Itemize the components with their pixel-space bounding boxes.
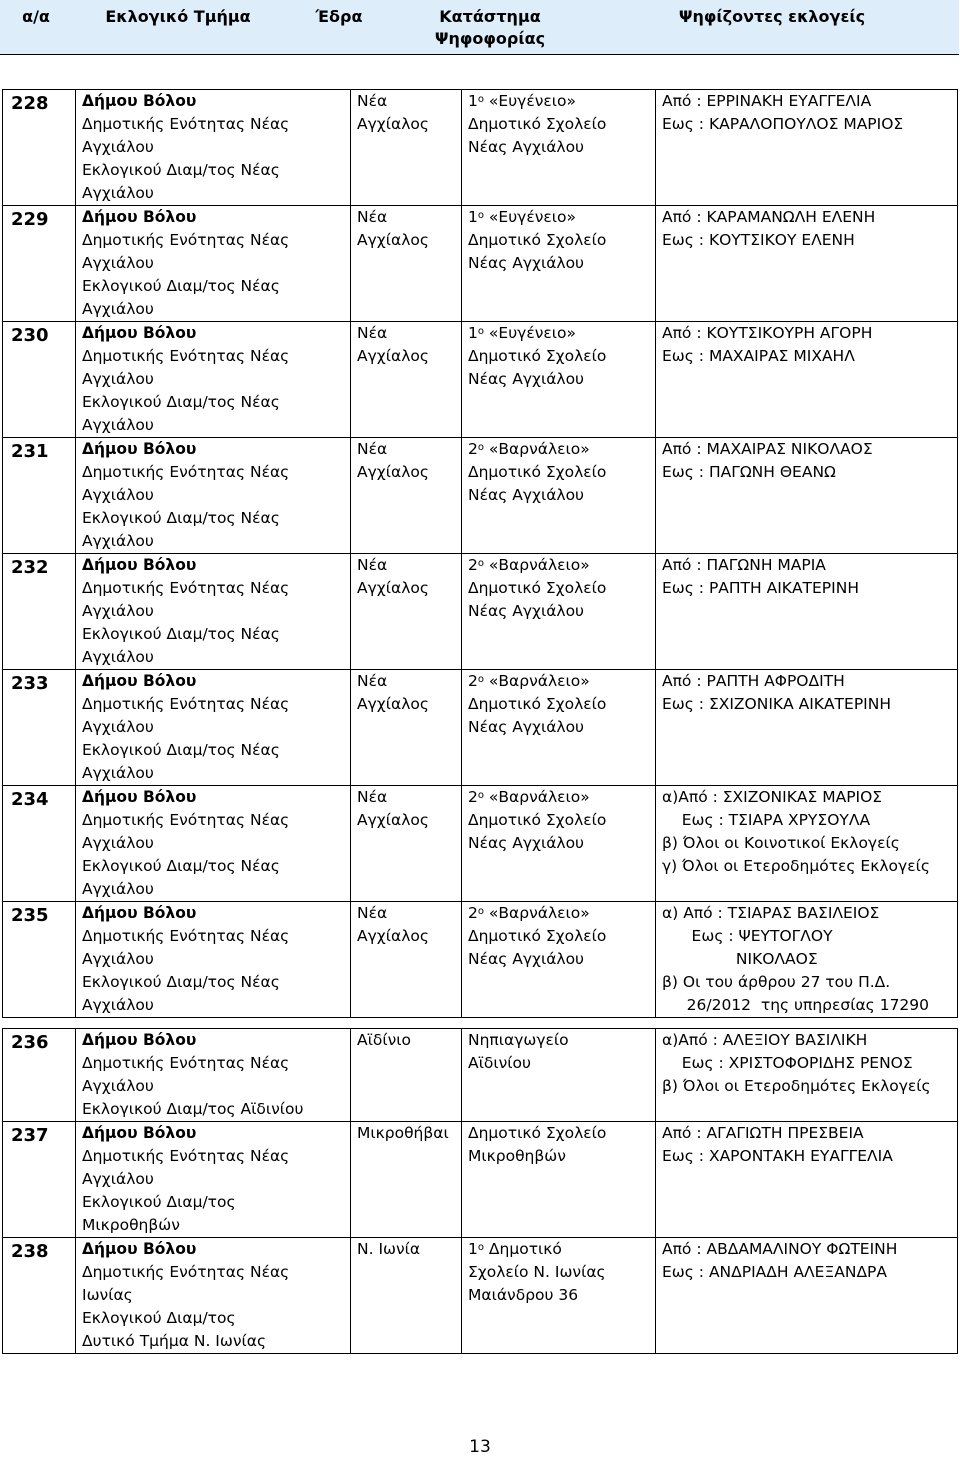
voters-line: Εως : ΧΡΙΣΤΟΦΟΡΙΔΗΣ ΡΕΝΟΣ [662, 1054, 913, 1072]
section-cell [76, 554, 351, 670]
seat-line: Αγχίαλος [357, 811, 429, 829]
row-number: 230 [3, 322, 76, 438]
store-line: Νέας Αγχιάλου [468, 834, 585, 852]
row-number: 238 [3, 1238, 76, 1354]
section-line: Δημοτικής Ενότητας Νέας [82, 347, 290, 365]
store-line: Δημοτικό Σχολείο [468, 1124, 607, 1142]
seat-line: Νέα [357, 324, 388, 342]
table-row [3, 1029, 958, 1122]
seat-cell [351, 322, 462, 438]
row-number: 234 [3, 786, 76, 902]
section-cell [76, 1122, 351, 1238]
store-line: $1^o$ «Ευγένειο» [468, 208, 576, 226]
voters-line: Από : ΜΑΧΑΙΡΑΣ ΝΙΚΟΛΑΟΣ [662, 440, 873, 458]
table-row [3, 90, 958, 206]
voters-cell [656, 670, 958, 786]
voters-line: γ) Όλοι οι Ετεροδημότες Εκλογείς [662, 857, 930, 875]
voters-line: Εως : ΣΧΙΖΟΝΙΚΑ ΑΙΚΑΤΕΡΙΝΗ [662, 695, 891, 713]
store-line: $1^o$ «Ευγένειο» [468, 92, 576, 110]
seat-cell [351, 206, 462, 322]
section-cell [76, 1029, 351, 1122]
voters-cell [656, 1122, 958, 1238]
voters-line: α)Από : ΑΛΕΞΙΟΥ ΒΑΣΙΛΙΚΗ [662, 1031, 868, 1049]
section-line: Αγχιάλου [82, 300, 154, 318]
seat-line: Νέα [357, 92, 388, 110]
section-cell [76, 90, 351, 206]
polling-table-1 [2, 89, 958, 1018]
section-cell [76, 438, 351, 554]
header-store: Κατάστημα Ψηφοφορίας [434, 7, 546, 48]
store-line: $1^o$ «Ευγένειο» [468, 324, 576, 342]
row-number: 232 [3, 554, 76, 670]
store-cell [462, 786, 656, 902]
municipality-name: Δήμου Βόλου [82, 788, 197, 806]
table-row [3, 554, 958, 670]
store-cell [462, 322, 656, 438]
seat-line: Αγχίαλος [357, 927, 429, 945]
municipality-name: Δήμου Βόλου [82, 1240, 197, 1258]
header-voters: Ψηφίζοντες εκλογείς [678, 7, 866, 26]
row-number: 236 [3, 1029, 76, 1122]
table-row [3, 1238, 958, 1354]
section-line: Αγχιάλου [82, 1170, 154, 1188]
section-line: Εκλογικού Διαμ/τος Νέας [82, 973, 280, 991]
store-line: Δημοτικό Σχολείο [468, 347, 607, 365]
section-line: Αγχιάλου [82, 834, 154, 852]
section-line: Αγχιάλου [82, 416, 154, 434]
voters-line: Από : ΚΟΥΤΣΙΚΟΥΡΗ ΑΓΟΡΗ [662, 324, 873, 342]
municipality-name: Δήμου Βόλου [82, 440, 197, 458]
voters-cell [656, 90, 958, 206]
municipality-name: Δήμου Βόλου [82, 904, 197, 922]
store-line: Νέας Αγχιάλου [468, 950, 585, 968]
seat-line: Νέα [357, 440, 388, 458]
section-line: Αγχιάλου [82, 1077, 154, 1095]
section-line: Εκλογικού Διαμ/τος Νέας [82, 857, 280, 875]
voters-line: Εως : ΤΣΙΑΡΑ ΧΡΥΣΟΥΛΑ [662, 811, 871, 829]
section-cell [76, 206, 351, 322]
page-number: 13 [469, 1437, 491, 1457]
section-line: Αγχιάλου [82, 880, 154, 898]
store-line: Νέας Αγχιάλου [468, 370, 585, 388]
header-aa: α/α [22, 7, 50, 26]
voters-line: Εως : ΚΟΥΤΣΙΚΟΥ ΕΛΕΝΗ [662, 231, 855, 249]
store-line: $2^o$ «Βαρνάλειο» [468, 904, 590, 922]
municipality-name: Δήμου Βόλου [82, 672, 197, 690]
store-line: Δημοτικό Σχολείο [468, 115, 607, 133]
store-line: Δημοτικό Σχολείο [468, 231, 607, 249]
store-line: Αϊδινίου [468, 1054, 531, 1072]
section-line: Εκλογικού Διαμ/τος [82, 1309, 236, 1327]
section-line: Μικροθηβών [82, 1216, 180, 1234]
voters-line: α) Από : ΤΣΙΑΡΑΣ ΒΑΣΙΛΕΙΟΣ [662, 904, 880, 922]
store-line: Δημοτικό Σχολείο [468, 811, 607, 829]
header-seat: Έδρα [315, 7, 363, 26]
voters-cell [656, 206, 958, 322]
section-line: Δημοτικής Ενότητας Νέας [82, 1054, 290, 1072]
store-cell [462, 902, 656, 1018]
table-row [3, 322, 958, 438]
seat-line: Νέα [357, 672, 388, 690]
section-line: Δημοτικής Ενότητας Νέας [82, 463, 290, 481]
seat-line: Νέα [357, 208, 388, 226]
section-line: Αγχιάλου [82, 184, 154, 202]
section-cell [76, 670, 351, 786]
polling-table-2 [2, 1028, 958, 1354]
store-line: Νηπιαγωγείο [468, 1031, 569, 1049]
section-line: Εκλογικού Διαμ/τος Νέας [82, 161, 280, 179]
section-line: Δημοτικής Ενότητας Νέας [82, 695, 290, 713]
voters-line: β) Οι του άρθρου 27 του Π.Δ. [662, 973, 891, 991]
seat-cell [351, 554, 462, 670]
section-line: Αγχιάλου [82, 532, 154, 550]
row-number: 229 [3, 206, 76, 322]
voters-line: Εως : ΑΝΔΡΙΑΔΗ ΑΛΕΞΑΝΔΡΑ [662, 1263, 887, 1281]
store-line: Νέας Αγχιάλου [468, 718, 585, 736]
seat-cell [351, 1029, 462, 1122]
store-line: Νέας Αγχιάλου [468, 254, 585, 272]
table-row [3, 438, 958, 554]
voters-line: Εως : ΜΑΧΑΙΡΑΣ ΜΙΧΑΗΛ [662, 347, 855, 365]
municipality-name: Δήμου Βόλου [82, 1031, 197, 1049]
municipality-name: Δήμου Βόλου [82, 1124, 197, 1142]
seat-line: Αγχίαλος [357, 347, 429, 365]
voters-cell [656, 1029, 958, 1122]
section-line: Αγχιάλου [82, 138, 154, 156]
store-line: Δημοτικό Σχολείο [468, 463, 607, 481]
store-cell [462, 1122, 656, 1238]
section-line: Αγχιάλου [82, 254, 154, 272]
section-line: Εκλογικού Διαμ/τος Αϊδινίου [82, 1100, 304, 1118]
section-line: Εκλογικού Διαμ/τος Νέας [82, 509, 280, 527]
store-line: Μικροθηβών [468, 1147, 566, 1165]
seat-line: Αγχίαλος [357, 463, 429, 481]
section-cell [76, 322, 351, 438]
table-header [0, 0, 959, 55]
table-row [3, 670, 958, 786]
store-line: Νέας Αγχιάλου [468, 138, 585, 156]
seat-line: Αϊδίνιο [357, 1031, 411, 1049]
store-line: Δημοτικό Σχολείο [468, 695, 607, 713]
row-number: 237 [3, 1122, 76, 1238]
voters-cell [656, 554, 958, 670]
voters-cell [656, 1238, 958, 1354]
section-cell [76, 786, 351, 902]
voters-line: Από : ΡΑΠΤΗ ΑΦΡΟΔΙΤΗ [662, 672, 845, 690]
seat-line: Ν. Ιωνία [357, 1240, 421, 1258]
store-line: Νέας Αγχιάλου [468, 486, 585, 504]
seat-line: Αγχίαλος [357, 231, 429, 249]
section-line: Αγχιάλου [82, 718, 154, 736]
voters-cell [656, 786, 958, 902]
seat-line: Νέα [357, 788, 388, 806]
row-number: 228 [3, 90, 76, 206]
store-line: $2^o$ «Βαρνάλειο» [468, 556, 590, 574]
store-line: $2^o$ «Βαρνάλειο» [468, 440, 590, 458]
section-line: Δημοτικής Ενότητας Νέας [82, 927, 290, 945]
voters-line: β) Όλοι οι Ετεροδημότες Εκλογείς [662, 1077, 931, 1095]
store-cell [462, 206, 656, 322]
section-line: Δημοτικής Ενότητας Νέας [82, 1263, 290, 1281]
section-line: Δημοτικής Ενότητας Νέας [82, 579, 290, 597]
voters-line: Εως : ΡΑΠΤΗ ΑΙΚΑΤΕΡΙΝΗ [662, 579, 859, 597]
voters-line: Από : ΚΑΡΑΜΑΝΩΛΗ ΕΛΕΝΗ [662, 208, 876, 226]
municipality-name: Δήμου Βόλου [82, 92, 197, 110]
store-line: Νέας Αγχιάλου [468, 602, 585, 620]
municipality-name: Δήμου Βόλου [82, 556, 197, 574]
voters-line: Από : ΑΓΑΓΙΩΤΗ ΠΡΕΣΒΕΙΑ [662, 1124, 864, 1142]
seat-line: Αγχίαλος [357, 579, 429, 597]
store-line: Μαιάνδρου 36 [468, 1286, 579, 1304]
seat-cell [351, 1238, 462, 1354]
section-line: Αγχιάλου [82, 764, 154, 782]
section-line: Εκλογικού Διαμ/τος [82, 1193, 236, 1211]
store-cell [462, 1238, 656, 1354]
table-row [3, 1122, 958, 1238]
voters-line: Από : ΠΑΓΩΝΗ ΜΑΡΙΑ [662, 556, 826, 574]
municipality-name: Δήμου Βόλου [82, 208, 197, 226]
store-line: Δημοτικό Σχολείο [468, 927, 607, 945]
table-row [3, 786, 958, 902]
section-line: Δυτικό Τμήμα Ν. Ιωνίας [82, 1332, 267, 1350]
voters-line: Από : ΕΡΡΙΝΑΚΗ ΕΥΑΓΓΕΛΙΑ [662, 92, 872, 110]
store-line: $1^o$ Δημοτικό [468, 1240, 562, 1258]
section-cell [76, 902, 351, 1018]
section-line: Εκλογικού Διαμ/τος Νέας [82, 625, 280, 643]
voters-line: Εως : ΠΑΓΩΝΗ ΘΕΑΝΩ [662, 463, 836, 481]
store-line: Δημοτικό Σχολείο [468, 579, 607, 597]
section-line: Δημοτικής Ενότητας Νέας [82, 231, 290, 249]
seat-cell [351, 438, 462, 554]
voters-cell [656, 438, 958, 554]
voters-line: Εως : ΧΑΡΟΝΤΑΚΗ ΕΥΑΓΓΕΛΙΑ [662, 1147, 893, 1165]
section-line: Αγχιάλου [82, 648, 154, 666]
voters-line: ΝΙΚΟΛΑΟΣ [662, 950, 818, 968]
seat-cell [351, 786, 462, 902]
store-line: Σχολείο Ν. Ιωνίας [468, 1263, 606, 1281]
store-cell [462, 90, 656, 206]
voters-line: Εως : ΨΕΥΤΟΓΛΟΥ [662, 927, 833, 945]
voters-cell [656, 902, 958, 1018]
voters-line: α)Από : ΣΧΙΖΟΝΙΚΑΣ ΜΑΡΙΟΣ [662, 788, 883, 806]
voters-line: 26/2012 της υπηρεσίας 17290 [662, 996, 930, 1014]
store-cell [462, 1029, 656, 1122]
seat-cell [351, 902, 462, 1018]
section-line: Δημοτικής Ενότητας Νέας [82, 115, 290, 133]
seat-line: Νέα [357, 556, 388, 574]
seat-line: Αγχίαλος [357, 115, 429, 133]
section-cell [76, 1238, 351, 1354]
store-cell [462, 438, 656, 554]
section-line: Αγχιάλου [82, 996, 154, 1014]
section-line: Αγχιάλου [82, 486, 154, 504]
seat-cell [351, 670, 462, 786]
section-line: Αγχιάλου [82, 950, 154, 968]
store-line: $2^o$ «Βαρνάλειο» [468, 788, 590, 806]
row-number: 233 [3, 670, 76, 786]
section-line: Εκλογικού Διαμ/τος Νέας [82, 393, 280, 411]
seat-cell [351, 90, 462, 206]
section-line: Αγχιάλου [82, 602, 154, 620]
section-line: Εκλογικού Διαμ/τος Νέας [82, 277, 280, 295]
seat-line: Μικροθήβαι [357, 1124, 449, 1142]
store-cell [462, 670, 656, 786]
voters-line: β) Όλοι οι Κοινοτικοί Εκλογείς [662, 834, 900, 852]
municipality-name: Δήμου Βόλου [82, 324, 197, 342]
table-row [3, 206, 958, 322]
store-line: $2^o$ «Βαρνάλειο» [468, 672, 590, 690]
store-cell [462, 554, 656, 670]
voters-line: Εως : ΚΑΡΑΛΟΠΟΥΛΟΣ ΜΑΡΙΟΣ [662, 115, 904, 133]
voters-line: Από : ΑΒΔΑΜΑΛΙΝΟΥ ΦΩΤΕΙΝΗ [662, 1240, 898, 1258]
section-line: Δημοτικής Ενότητας Νέας [82, 811, 290, 829]
voters-cell [656, 322, 958, 438]
row-number: 235 [3, 902, 76, 1018]
row-number: 231 [3, 438, 76, 554]
section-line: Αγχιάλου [82, 370, 154, 388]
table-row [3, 902, 958, 1018]
section-line: Δημοτικής Ενότητας Νέας [82, 1147, 290, 1165]
seat-line: Νέα [357, 904, 388, 922]
seat-line: Αγχίαλος [357, 695, 429, 713]
section-line: Ιωνίας [82, 1286, 133, 1304]
seat-cell [351, 1122, 462, 1238]
header-section: Εκλογικό Τμήμα [105, 7, 251, 26]
section-line: Εκλογικού Διαμ/τος Νέας [82, 741, 280, 759]
